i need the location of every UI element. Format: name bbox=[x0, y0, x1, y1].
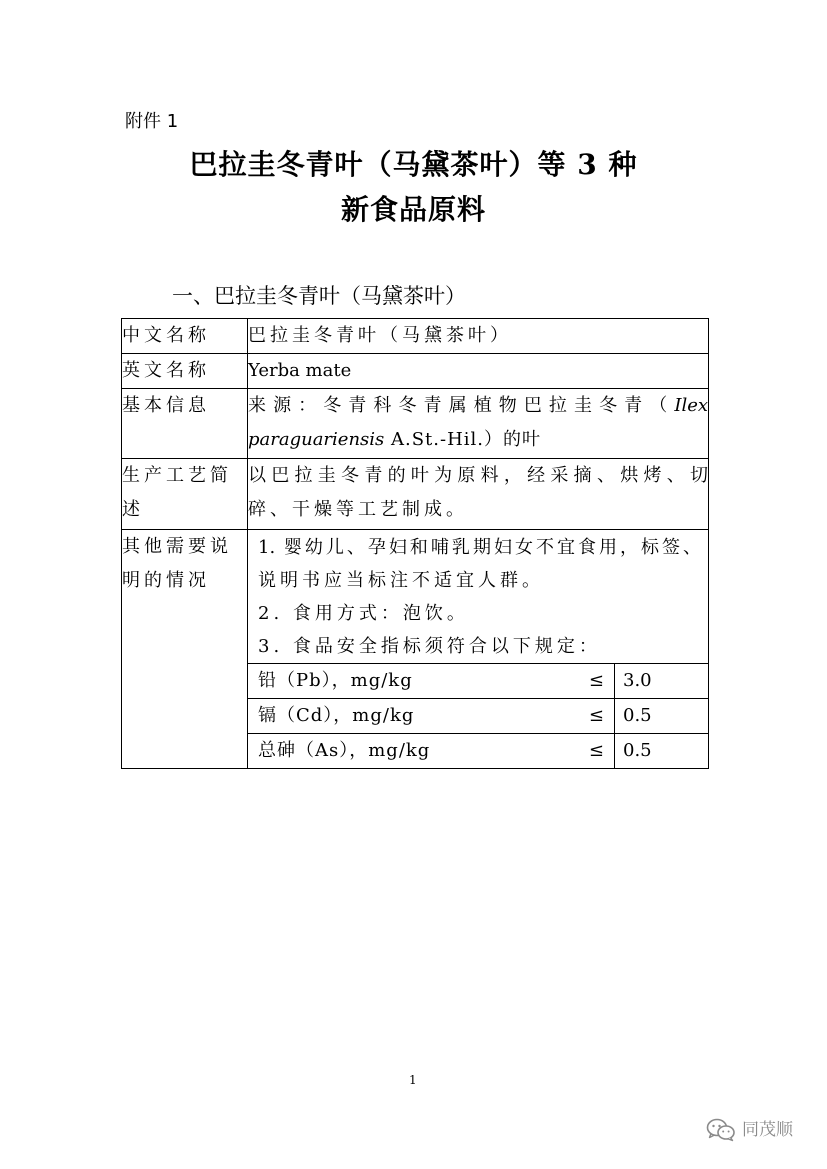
process-line-2: 碎、干燥等工艺制成。 bbox=[248, 499, 468, 520]
watermark-text: 同茂顺 bbox=[742, 1120, 793, 1140]
indicator-value: 0.5 bbox=[614, 699, 708, 733]
title-line-2: 新食品原料 bbox=[340, 193, 486, 226]
indicator-operator: ≤ bbox=[588, 740, 604, 761]
process-value bbox=[248, 459, 709, 530]
row-english-name bbox=[122, 354, 709, 389]
other-notes-label: 其他需要说明的情况 bbox=[122, 530, 248, 769]
note-line-2: 说明书应当标注不适宜人群。 bbox=[258, 570, 544, 591]
other-notes-value bbox=[248, 530, 709, 769]
english-name-value: Yerba mate bbox=[248, 360, 352, 381]
indicator-row-lead bbox=[248, 663, 708, 698]
indicator-name: 镉（Cd），mg/kg bbox=[258, 705, 415, 726]
english-name-label: 英文名称 bbox=[122, 354, 248, 389]
indicator-row-cadmium bbox=[248, 698, 708, 733]
note-line-3: 2. 食用方式：泡饮。 bbox=[258, 603, 469, 624]
indicator-name: 总砷（As），mg/kg bbox=[258, 740, 431, 761]
page-number: 1 bbox=[409, 1073, 417, 1087]
indicator-operator: ≤ bbox=[588, 705, 604, 726]
basic-info-value bbox=[248, 389, 709, 459]
basic-info-label: 基本信息 bbox=[122, 389, 248, 459]
process-label: 生产工艺简述 bbox=[122, 459, 248, 530]
watermark bbox=[706, 1118, 793, 1142]
chinese-name-value: 巴拉圭冬青叶（马黛茶叶） bbox=[248, 325, 512, 346]
indicator-value: 3.0 bbox=[614, 664, 708, 698]
basic-info-line-2 bbox=[248, 423, 708, 457]
indicator-name: 铅（Pb），mg/kg bbox=[258, 670, 413, 691]
row-chinese-name bbox=[122, 319, 709, 354]
basic-info-line-1 bbox=[248, 389, 708, 423]
row-basic-info bbox=[122, 389, 709, 459]
note-line-4: 3. 食品安全指标须符合以下规定： bbox=[258, 636, 601, 657]
species-name: paraguariensis bbox=[248, 429, 385, 450]
ingredient-table bbox=[121, 318, 709, 769]
indicator-value: 0.5 bbox=[614, 734, 708, 768]
indicator-row-arsenic bbox=[248, 733, 708, 768]
note-line-1: 1. 婴幼儿、孕妇和哺乳期妇女不宜食用，标签、 bbox=[258, 537, 701, 558]
chinese-name-label: 中文名称 bbox=[122, 319, 248, 354]
attachment-label: 附件 1 bbox=[125, 111, 179, 132]
row-other-notes bbox=[122, 530, 709, 769]
genus-name: Ilex bbox=[674, 395, 708, 416]
section-heading: 一、巴拉圭冬青叶（马黛茶叶） bbox=[172, 284, 466, 308]
basic-info-source-text: 来源：冬青科冬青属植物巴拉圭冬青（ bbox=[248, 395, 675, 416]
wechat-icon bbox=[706, 1118, 736, 1142]
title-line-1: 巴拉圭冬青叶（马黛茶叶）等 3 种 bbox=[189, 148, 638, 181]
process-line-1: 以巴拉圭冬青的叶为原料，经采摘、烘烤、切 bbox=[248, 465, 708, 486]
indicator-operator: ≤ bbox=[588, 670, 604, 691]
authority-text: A.St.-Hil.）的叶 bbox=[384, 429, 542, 450]
notes-block bbox=[248, 530, 708, 663]
row-process bbox=[122, 459, 709, 530]
